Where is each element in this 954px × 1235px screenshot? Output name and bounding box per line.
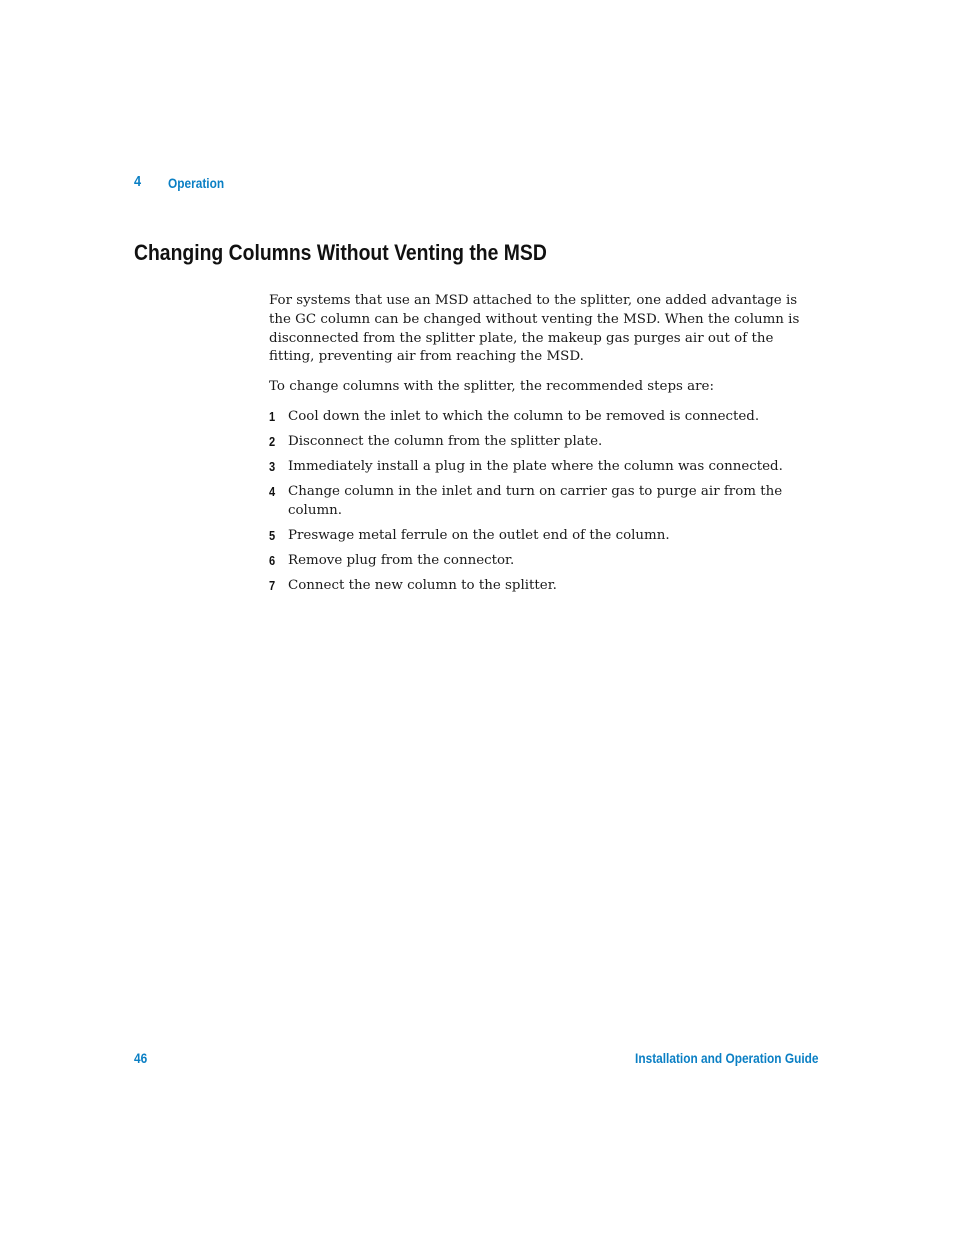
step-text: Change column in the inlet and turn on carrier gas to purge air from the column. (288, 483, 783, 518)
steps-list (269, 408, 821, 596)
step-text: Immediately install a plug in the plate where the column was connected. (288, 458, 783, 474)
page-number: 46 (134, 1051, 148, 1066)
step-text: Remove plug from the connector. (288, 552, 515, 568)
page-title: Changing Columns Without Venting the MSD (134, 240, 547, 265)
step-text: Preswage metal ferrule on the outlet end of the column. (288, 527, 670, 543)
body-text (269, 292, 821, 602)
step-text: Cool down the inlet to which the column to be removed is connected. (288, 408, 760, 424)
chapter-number: 4 (134, 173, 142, 190)
list-item (269, 458, 821, 477)
step-number: 5 (269, 527, 276, 543)
list-item (269, 527, 821, 546)
list-item (269, 577, 821, 596)
step-number: 6 (269, 552, 276, 568)
guide-title: Installation and Operation Guide (635, 1051, 819, 1066)
section-name: Operation (168, 176, 225, 191)
steps-intro-paragraph: To change columns with the splitter, the recommended steps are: (269, 379, 714, 395)
list-item (269, 552, 821, 571)
intro-paragraph: For systems that use an MSD attached to the splitter, one added advantage is the GC column can be changed without venting the MSD. When the column is disconnected from the splitter plate, the makeup gas purges air out of the fitting, preventing air from reaching the MSD. (269, 293, 800, 365)
list-item (269, 408, 821, 427)
step-number: 1 (269, 408, 276, 424)
step-text: Connect the new column to the splitter. (288, 577, 557, 593)
list-item (269, 433, 821, 452)
step-number: 4 (269, 483, 276, 499)
step-text: Disconnect the column from the splitter plate. (288, 433, 603, 449)
step-number: 7 (269, 577, 276, 593)
list-item (269, 483, 821, 521)
step-number: 3 (269, 458, 276, 474)
step-number: 2 (269, 433, 276, 449)
